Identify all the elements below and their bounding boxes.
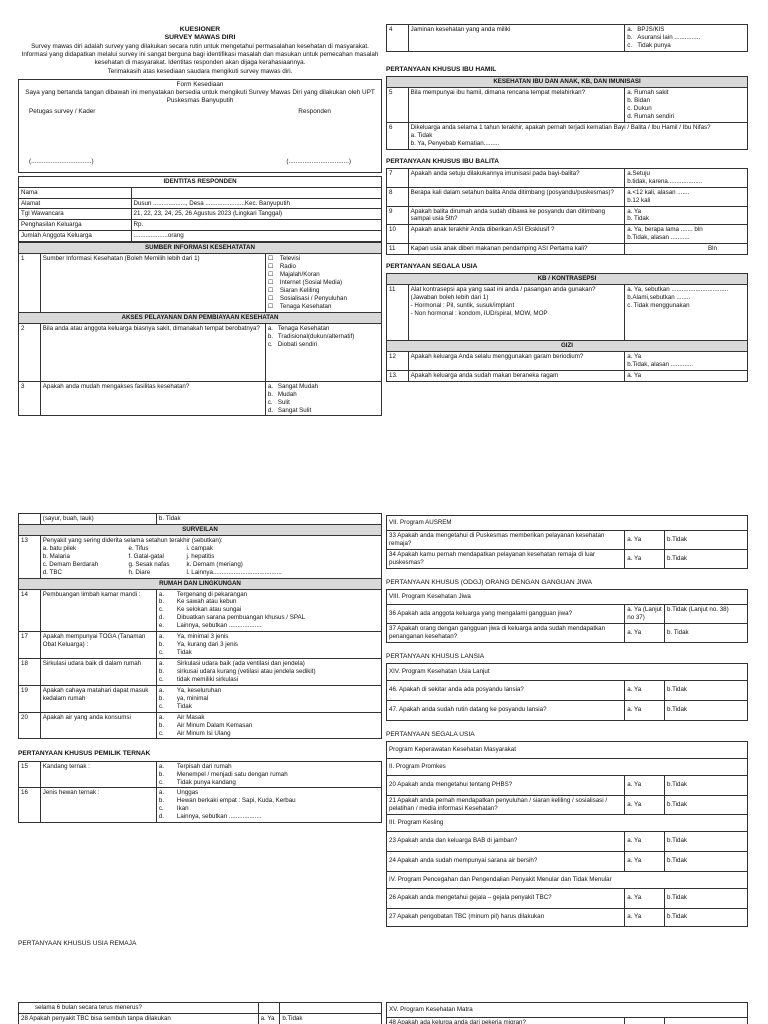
question-text: Jaminan kesehatan yang anda miliki: [408, 25, 625, 52]
question-row: 21 Apakah anda pernah mendapatkan penyuluhan / siaran keliling / sosialisasi / pelatihan / media informasi Kesehatan? a. Ya b.Tidak: [387, 795, 748, 814]
answer-option[interactable]: e. Lainnya, sebutkan ...................: [158, 622, 262, 630]
answer-option[interactable]: a. Tergenang di pekarangan: [158, 590, 248, 598]
answer-option[interactable]: a.Setuju: [627, 169, 650, 177]
consent-text: Saya yang bertanda tangan dibawah ini menyatakan bersedia untuk mengikuti Survey Mawas Diri yang dilakukan oleh UPT Puskesmas Banyuputih: [25, 88, 375, 104]
question-number: 11: [387, 285, 409, 341]
identitas-row: [19, 187, 382, 198]
question-5: [387, 87, 748, 122]
answer-option[interactable]: c. Sulit: [267, 398, 290, 406]
answer-option[interactable]: d. Sangat Sulit: [267, 406, 312, 414]
answer-option[interactable]: d. Rumah sendiri: [627, 112, 675, 120]
answer-option[interactable]: a. Ya: [627, 207, 642, 215]
answer-yes[interactable]: a. Ya: [625, 623, 665, 642]
answer-yes[interactable]: a. Ya: [625, 831, 665, 851]
identitas-row: [19, 220, 382, 231]
identitas-label: Jumlah Anggota Keluarga: [19, 231, 132, 242]
answer-no[interactable]: b.Tidak: [664, 795, 747, 814]
answer-option[interactable]: c. Tidak: [158, 649, 192, 657]
question-18: 18 Sirkulasi udara baik di dalam rumah a. Sirkulasi udara baik (ada ventilasi dan jendela) b. sirkusai udara kurang (vetilasi atau jendela sedikit) c. tidak memiliki sirkulasi: [19, 659, 382, 686]
page-6-partial: [386, 1000, 748, 1024]
title-survey: SURVEY MAWAS DIRI: [164, 34, 236, 42]
identitas-value[interactable]: Rp.: [131, 220, 381, 231]
checkbox-option[interactable]: ☐ Radio: [267, 263, 296, 271]
intro-text: Survey mawas diri adalah survey yang dilakukan secara rutin untuk mengetahui permasalahan kesehatan di masyarakat. Informasi yang didapatkan melalui survey ini sangat berguna bagi identifikasi masalah dan masukan untuk pemecahan masalah kesehatan di masyarakat. Identitas responden akan dijaga kerahasiaannya.: [21, 42, 379, 67]
continued-text: (sayur, buah, lauk): [40, 514, 156, 525]
question-row: 24 Apakah anda sudah mempunyai sarana air bersih? a. Ya b.Tidak: [387, 851, 748, 871]
balita-table: [386, 168, 748, 255]
identitas-value[interactable]: [131, 187, 381, 198]
answer-option[interactable]: b. Menempel / menjadi satu dengan rumah: [158, 770, 288, 778]
answer-option[interactable]: b. Tidak: [156, 514, 381, 525]
question-text: Sumber Informasi Kesehatan (Boleh Memilih lebih dari 1): [40, 254, 265, 313]
answer-option[interactable]: b.Alami,sebutkan ........: [627, 294, 691, 302]
checkbox-icon[interactable]: ☐: [267, 302, 274, 310]
answer-option[interactable]: a. Terpisah dari rumah: [158, 762, 232, 770]
disease-grid: [43, 545, 295, 577]
checkbox-icon[interactable]: ☐: [267, 255, 274, 263]
ausrem-header: VII. Program AUSREM: [387, 516, 748, 531]
answer-option[interactable]: b. ya, minimal: [158, 694, 209, 702]
answer-yes[interactable]: a. Ya: [625, 530, 665, 549]
answer-yes[interactable]: a. Ya: [625, 888, 665, 908]
lansia-header: XIV. Program Kesehatan Usia Lanjut: [387, 663, 748, 680]
question-number: 6: [387, 122, 409, 149]
answer-no[interactable]: b.Tidak: [664, 908, 747, 926]
gizi-header: GIZI: [387, 341, 748, 352]
answer-option[interactable]: d. Lainnya, sebutkan ...................: [158, 813, 262, 821]
section-title-segala-usia-2: PERTANYAAN SEGALA USIA: [386, 730, 475, 738]
checkbox-icon[interactable]: ☐: [267, 271, 274, 279]
answer-yes[interactable]: a. Ya: [625, 908, 665, 926]
answer-yes[interactable]: a. Ya: [625, 680, 665, 700]
answer-option[interactable]: b.Tidak, alasan ...........: [627, 234, 690, 242]
question-row: 20 Apakah anda mengetahui tentang PHBS? a. Ya b.Tidak: [387, 775, 748, 795]
answer-option[interactable]: c. Diobati sendiri: [267, 340, 318, 348]
question-15: 15 Kandang ternak : a. Terpisah dari rumah b. Menempel / menjadi satu dengan rumah c. Tidak punya kandang: [19, 761, 382, 788]
sumber-header: SUMBER INFORMASI KESEHATATAN: [19, 243, 382, 254]
consent-title: Form Kesediaan: [176, 80, 224, 88]
answer-option[interactable]: d. Dibuatkan sarana pembuangan khusus / SPAL: [158, 614, 306, 622]
checkbox-icon[interactable]: ☐: [267, 294, 274, 302]
question-text: Bila anda atau anggota keluarga biasnya sakit, dimanakah tempat berobatnya?: [40, 323, 265, 381]
question-row: 33 Apakah anda mengetahui di Puskesmas memberikan pelayanan kesehatan remaja? a. Ya b.Tidak: [387, 530, 748, 549]
answer-option[interactable]: a. Sirkulasi udara baik (ada ventilasi dan jendela): [158, 660, 305, 667]
answer-no[interactable]: b.Tidak: [664, 851, 747, 871]
p2m-header: IV. Program Pencegahan dan Pengendalian Penyakit Menular dan Tidak Menular: [387, 871, 748, 888]
question-14: 14 Pembuangan limbah kamar mandi : a. Tergenang di pekarangan b. Ke sawah atau kebun c. Ke selokan atau sungai d. Dibuatkan sarana pembuangan khusus / SPAL e. Lainnya, sebutkan ...................: [19, 589, 382, 632]
section-title-lansia: PERTANYAAN KHUSUS LANSIA: [386, 652, 485, 660]
answer-option[interactable]: a. BPJS/KIS: [627, 26, 665, 33]
question-1: [19, 254, 382, 313]
checkbox-options: [265, 254, 381, 313]
answer-option[interactable]: a. Unggas: [158, 789, 199, 797]
identitas-row: [19, 209, 382, 220]
question-text: Apakah anda mudah mengakses fasilitas kesehatan?: [40, 381, 265, 416]
question-16: 16 Jenis hewan ternak : a. Unggas b. Hewan berkaki empat : Sapi, Kuda, Kerbau c. Ikan d. Lainnya, sebutkan ...................: [19, 788, 382, 823]
kia-header: KESEHATAN IBU DAN ANAK, KB, DAN IMUNISASI: [387, 77, 748, 88]
answer-option[interactable]: a.<12 kali, alasan .......: [627, 188, 690, 196]
page-2: [386, 18, 748, 466]
answer-option[interactable]: b. Air Minum Dalam Kemasan: [158, 721, 253, 729]
answer-option[interactable]: a. Tidak: [410, 131, 433, 139]
jiwa-table: [386, 589, 748, 643]
matra-header: XV. Program Kesehatan Matra: [387, 1003, 748, 1018]
checkbox-option[interactable]: ☐ Siaran Keliling: [267, 286, 320, 294]
answer-option[interactable]: b.tidak, karena....................: [627, 177, 703, 185]
section-title-ternak: PERTANYAAN KHUSUS PEMILIK TERNAK: [18, 750, 151, 758]
sig-label-responden: Responden: [298, 107, 331, 115]
disease-option[interactable]: d. TBC: [42, 568, 62, 576]
section-title-ibu-hamil: PERTANYAAN KHUSUS IBU HAMIL: [386, 65, 497, 73]
answer-no[interactable]: b.Tidak: [664, 680, 747, 700]
answer-no[interactable]: b.Tidak: [664, 549, 747, 568]
identitas-label: Penghasilan Keluarga: [19, 220, 132, 231]
section-title-remaja: PERTANYAAN KHUSUS USIA REMAJA: [18, 940, 137, 947]
identitas-row: [19, 231, 382, 242]
answer-yes[interactable]: a. Ya: [625, 549, 665, 568]
checkbox-option[interactable]: ☐ Majalah/Koran: [267, 271, 320, 279]
checkbox-icon[interactable]: ☐: [267, 286, 274, 294]
question-text: Penyakit yang sering diderita selama setahun terakhir (sebutkan): a. batu pilek e. Tifus i. campak b. Malaria f. Gatal-gatal j. hepatitis c. Demam Berdarah g. Sesak nafas k. Demam (meriang) d. TBC h. Diare l. Lainnya........................................: [40, 535, 381, 578]
question-row: 47. Apakah anda sudah rutin datang ke posyandu lansia? a. Ya b.Tidak: [387, 700, 748, 720]
answer-option[interactable]: a. Tenaga Kesehatan: [267, 324, 330, 332]
answer-option[interactable]: a. Ya: [625, 371, 748, 382]
answer-option[interactable]: a. Sangat Mudah: [267, 382, 319, 390]
disease-option[interactable]: f. Gatal-gatal: [128, 552, 164, 560]
answer-option[interactable]: b. Tidak: [627, 215, 649, 223]
question-3: [19, 381, 382, 416]
disease-option[interactable]: e. Tifus: [128, 544, 149, 552]
answer-option[interactable]: b. Tradisional(dukun/alternatif): [267, 332, 355, 340]
answer-option[interactable]: c. Tidak menggunakan: [627, 302, 690, 310]
checkbox-option[interactable]: ☐ Tenaga Kesehatan: [267, 302, 332, 310]
answer-yes[interactable]: a. Ya: [625, 795, 665, 814]
question-19: 19 Apakah cahaya matahari dapat masuk kedalam rumah a. Ya, keseluruhan b. ya, minimal c. Tidak: [19, 685, 382, 712]
answer-no[interactable]: b.Tidak: [664, 530, 747, 549]
identitas-table: [18, 176, 382, 243]
disease-option[interactable]: k. Demam (meriang): [186, 560, 243, 568]
answer-option[interactable]: b.Tidak, alasan .............: [627, 361, 694, 369]
question-4-table: [386, 24, 748, 52]
answer-months[interactable]: Bln: [625, 244, 748, 255]
question-row: 27 Apakah pengobatan TBC (minum pil) harus dilakukan a. Ya b.Tidak: [387, 908, 748, 926]
matra-table: [386, 1002, 748, 1024]
akses-header: AKSES PELAYANAN DAN PEMBIAYAAN KESEHATAN: [19, 312, 382, 323]
kesling-header: III. Program Kesling: [387, 814, 748, 831]
question-row: 23 Apakah anda dan keluarga BAB di jamban? a. Ya b.Tidak: [387, 831, 748, 851]
question-row: 11 Kapan usia anak diberi makanan pendamping ASI Pertama kali? Bln: [387, 244, 748, 255]
question-number: 1: [19, 254, 41, 313]
answer-options: [265, 381, 381, 416]
rumah-header: RUMAH DAN LINGKUNGAN: [19, 578, 382, 589]
sig-line-responden[interactable]: (..................................): [286, 157, 351, 165]
answer-option[interactable]: c. Air Minum Isi Ulang: [158, 729, 231, 737]
question-17: 17 Apakah mempunyai TOGA (Tanaman Obat Keluarga) : a. Ya, minimal 3 jenis b. Ya, kurang dari 3 jenis c. Tidak: [19, 632, 382, 659]
answer-option[interactable]: a. Rumah sakit: [627, 88, 669, 96]
question-20: 20 Apakah air yang anda konsumsi a. Air Masak b. Air Minum Dalam Kemasan c. Air Minum Isi Ulang: [19, 712, 382, 739]
question-row: 46. Apakah di sekitar anda ada posyandu lansia? a. Ya b.Tidak: [387, 680, 748, 700]
answer-option[interactable]: a. Ya, sebutkan .................................: [627, 286, 729, 294]
answer-option[interactable]: b. Hewan berkaki empat : Sapi, Kuda, Kerbau: [158, 797, 296, 805]
lansia-table: [386, 663, 748, 721]
answer-option[interactable]: b. Bidan: [627, 96, 650, 104]
answer-no[interactable]: b.Tidak: [664, 888, 747, 908]
identitas-label: Tgl Wawancara: [19, 209, 132, 220]
answer-no[interactable]: b.Tidak: [664, 775, 747, 795]
identitas-value[interactable]: 21, 22, 23, 24, 25, 26 Agustus 2023 (Lingkari Tanggal): [131, 209, 381, 220]
consent-box: [18, 79, 382, 173]
surveilan-header: SURVEILAN: [19, 524, 382, 535]
continued-row: [19, 514, 382, 525]
programs-table: [386, 741, 748, 927]
answer-option[interactable]: c. tidak memiliki sirkulasi: [158, 675, 239, 683]
question-row: 10 Apakah anak terakhir Anda diberikan ASI Eksklusif ? a. Ya, berapa lama ....... bln b.Tidak, alasan ...........: [387, 225, 748, 244]
checkbox-icon[interactable]: ☐: [267, 279, 274, 287]
answer-option[interactable]: b. Mudah: [267, 390, 297, 398]
question-text: Bila mempunyai ibu hamil, dimana rencana tempat melahirkan?: [408, 87, 625, 122]
promkes-header: II. Program Promkes: [387, 758, 748, 775]
identitas-label: Alamat: [19, 198, 132, 209]
ausrem-table: [386, 515, 748, 569]
signature-labels: [19, 108, 381, 116]
identitas-row: [19, 198, 382, 209]
question-row: 26 Apakah anda mengetahui gejala – gejala penyakit TBC? a. Ya b.Tidak: [387, 888, 748, 908]
answer-yes[interactable]: a. Ya: [625, 851, 665, 871]
answer-option[interactable]: c. Dukun: [627, 104, 652, 112]
question-number: 2: [19, 323, 41, 381]
signature-lines: [19, 158, 381, 166]
question-11-kb: [387, 285, 748, 341]
answer-option[interactable]: b. Ya, kurang dari 3 jenis: [158, 641, 239, 649]
identitas-value[interactable]: Dusun ..................., Desa .......................Kec. Banyuputih: [131, 198, 381, 209]
page-5-partial: [18, 1000, 382, 1024]
section-title-segala-usia: PERTANYAAN SEGALA USIA: [386, 263, 478, 271]
answer-yes[interactable]: a. Ya: [625, 775, 665, 795]
answer-no[interactable]: b.Tidak: [664, 700, 747, 720]
identitas-value[interactable]: ....................orang: [131, 231, 381, 242]
answer-option[interactable]: a. Ya, keseluruhan: [158, 686, 222, 694]
disease-option[interactable]: j. hepatitis: [186, 552, 215, 560]
answer-yes[interactable]: a. Ya (Lanjut no 37): [625, 604, 665, 623]
question-number: 13: [19, 535, 41, 578]
answer-option[interactable]: a. Air Masak: [158, 713, 205, 721]
answer-yes[interactable]: a. Ya: [258, 1013, 280, 1024]
identitas-label: Nama: [19, 187, 132, 198]
disease-option[interactable]: a. batu pilek: [42, 544, 77, 552]
jiwa-header: VIII. Program Kesehatan Jiwa: [387, 589, 748, 604]
thanks-text: Terimakasih atas kesediaan saudara mengikuti survey mawas diri.: [107, 68, 293, 76]
question-row: 28 Apakah penyakit TBC bisa sembuh tanpa dilakukan a. Ya b.Tidak: [19, 1013, 382, 1024]
answer-option[interactable]: b. Ke sawah atau kebun: [158, 598, 237, 606]
section-title-ibu-balita: PERTANYAAN KHUSUS IBU BALITA: [386, 157, 500, 165]
question-number: 4: [387, 25, 409, 52]
identitas-header: IDENTITAS RESPONDEN: [19, 176, 382, 187]
ternak-table: [18, 761, 382, 824]
answer-option[interactable]: a. Ya, minimal 3 jenis: [158, 633, 229, 641]
disease-option[interactable]: g. Sesak nafas: [128, 560, 170, 568]
question-2: [19, 323, 382, 381]
page5-table: [18, 1002, 382, 1024]
page-3: [18, 510, 382, 1024]
disease-option[interactable]: c. Demam Berdarah: [42, 560, 99, 568]
question-12: 12 Apakah keluarga Anda selalu menggunakan garam beriodium? a. Ya b.Tidak, alasan .............: [387, 352, 748, 371]
question-row: 8 Berapa kali dalam setahun balita Anda ditimbang (posyandu/puskesmas)? a.<12 kali, alasan ....... b.12 kali: [387, 187, 748, 206]
answer-options: [625, 87, 748, 122]
question-13: 13. Apakah keluarga anda sudah makan beraneka ragam a. Ya: [387, 371, 748, 382]
answer-no[interactable]: b. Tidak: [664, 623, 747, 642]
disease-option[interactable]: l. Lainnya........................................: [186, 568, 282, 576]
answer-no[interactable]: b.Tidak: [280, 1013, 382, 1024]
answer-option[interactable]: c. Tidak punya kandang: [158, 778, 236, 786]
answer-option[interactable]: c. Tidak: [158, 702, 192, 710]
answer-option[interactable]: c. Ke selokan atau sungai: [158, 606, 242, 614]
questions-table-1: [18, 242, 382, 416]
disease-option[interactable]: i. campak: [186, 544, 213, 552]
answer-option[interactable]: a. Ya, berapa lama ....... bln: [627, 226, 703, 234]
question-number: 5: [387, 87, 409, 122]
page3-table: [18, 513, 382, 739]
answer-option[interactable]: b.12 kali: [627, 196, 651, 204]
answer-options: [625, 25, 748, 52]
question-number: 3: [19, 381, 41, 416]
section-title-odgj: PERTANYAAN KHUSUS (ODGJ) ORANG DENGAN GANGUAN JIWA: [386, 578, 593, 586]
page-4: [386, 510, 748, 1024]
kb-table: [386, 273, 748, 382]
answer-yes[interactable]: a. Ya: [625, 700, 665, 720]
disease-option[interactable]: h. Diare: [128, 568, 151, 576]
sig-label-petugas: Petugas survey / Kader: [29, 107, 96, 115]
checkbox-option[interactable]: ☐ Televisi: [267, 255, 301, 263]
question-row: 48 Apakah ada kelurga anda dari pekerja migran?: [387, 1017, 748, 1024]
answer-no[interactable]: b.Tidak (Lanjut no. 38): [664, 604, 747, 623]
checkbox-icon[interactable]: ☐: [267, 263, 274, 271]
perkesmas-header: Program Keperawatan Kesehatan Masyarakat: [387, 742, 748, 759]
answer-option[interactable]: b. Asuransi lain ...............: [627, 33, 701, 41]
title-kuesioner: KUESIONER: [179, 26, 221, 33]
question-row: 36 Apakah ada anggota keluarga yang mengalami gangguan jiwa? a. Ya (Lanjut no 37) b.Tidak (Lanjut no. 38): [387, 604, 748, 623]
question-row: selama 6 bulan secara terus menerus?: [19, 1003, 382, 1014]
answer-option[interactable]: c. Tidak punya: [627, 41, 671, 49]
answer-options: [265, 323, 381, 381]
answer-option[interactable]: a. Ya: [627, 353, 642, 361]
kb-header: KB / KONTRASEPSI: [387, 274, 748, 285]
answer-no[interactable]: b.Tidak: [664, 831, 747, 851]
question-row: 7 Apakah anda setuju dilakukannya imunisasi pada bayi-balita? a.Setuju b.tidak, karena....................: [387, 168, 748, 187]
question-row: 34 Apakah kamu pernah mendapatkan pelayanan kesehatan remaja di luar puskesmas? a. Ya b.Tidak: [387, 549, 748, 568]
question-text-wide: Dikeluarga anda selama 1 tahun terakhir, apakah pernah terjadi kematian Bayi / Balita / Ibu Hamil / Ibu Nifas? a. Tidak b. Ya, Penyebab Kematian.........: [408, 122, 747, 149]
answer-option[interactable]: b. Ya, Penyebab Kematian.........: [410, 139, 500, 147]
page-1: [18, 18, 382, 466]
question-row: 9 Apakah balita dirumah anda sudah dibawa ke posyandu dan ditimbang sampai usia 5th? a. Ya b. Tidak: [387, 206, 748, 225]
question-13-surveilan: [19, 535, 382, 578]
kia-table: [386, 76, 748, 150]
question-6: [387, 122, 748, 149]
question-text: Alat kontrasepsi apa yang saat ini anda / pasangan anda gunakan? (Jawaban boleh lebih dari 1) - Hormonal : Pil, suntik, susuk/implant - Non hormonal : kondom, IUD/spiral, MOW, MOP: [408, 285, 625, 341]
checkbox-option[interactable]: ☐ Internet (Sosial Media): [267, 279, 343, 287]
sig-line-petugas[interactable]: (..................................): [29, 157, 94, 165]
answer-options: [625, 285, 748, 341]
question-4: [387, 25, 748, 52]
question-row: 37 Apakah orang dengan gangguan jiwa di keluarga anda sudah mendapatkan penanganan kesehatan? a. Ya b. Tidak: [387, 623, 748, 642]
answer-option[interactable]: c. Ikan: [158, 805, 189, 813]
disease-option[interactable]: b. Malaria: [42, 552, 70, 560]
checkbox-option[interactable]: ☐ Sosialisasi / Penyuluhan: [267, 294, 347, 302]
answer-option[interactable]: b. sirkusai udara kurang (vetilasi atau jendela sedikit): [158, 667, 316, 675]
